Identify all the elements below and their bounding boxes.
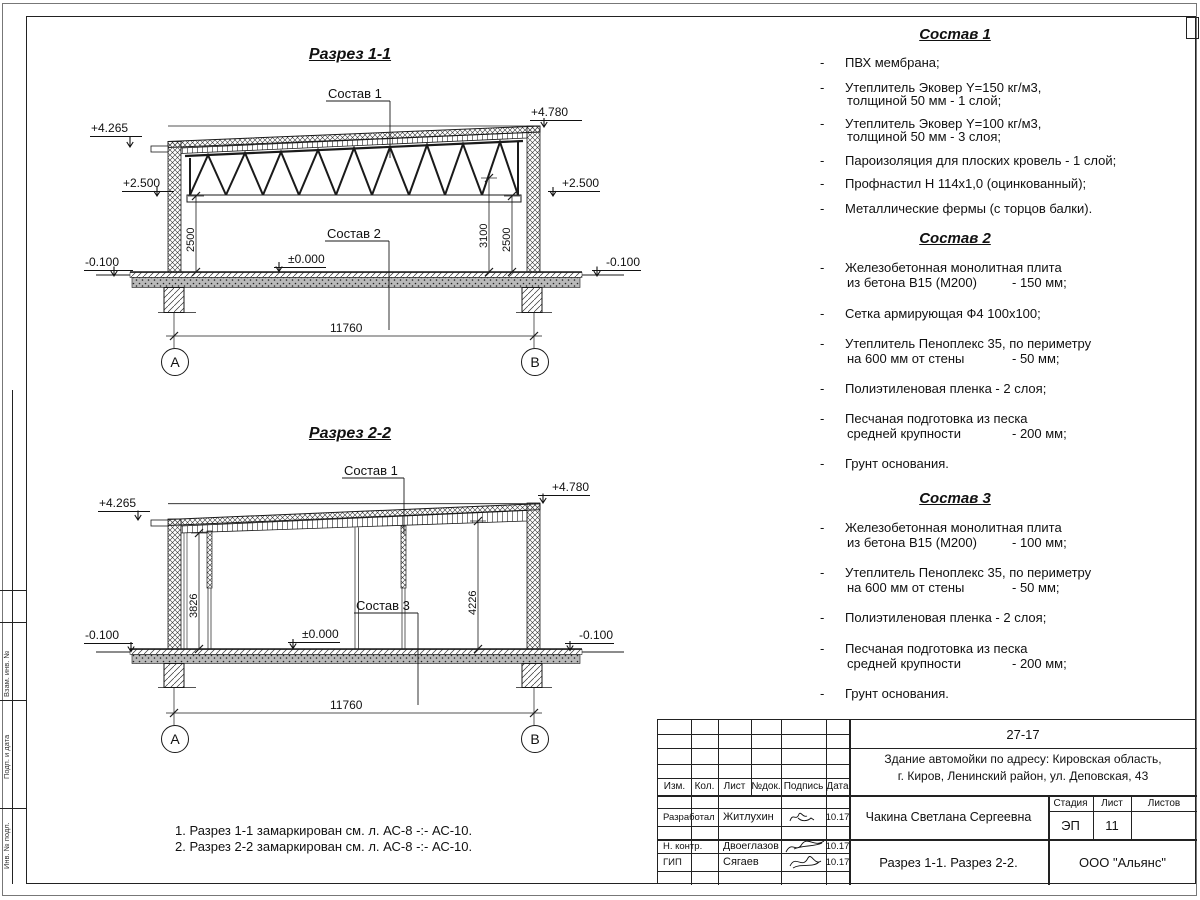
list-bullet: - [820,456,825,471]
composition-item: средней крупности [847,426,961,441]
tb-object-line2: г. Киров, Ленинский район, ул. Деповская, 43 [897,768,1149,783]
list-bullet: - [820,686,825,701]
composition-item: Песчаная подготовка из песка [845,641,1028,656]
composition-item-value: - 150 мм; [1012,275,1067,290]
signature-razrabotal [784,809,824,825]
tb-role: ГИП [663,856,682,868]
composition-item-value: - 100 мм; [1012,535,1067,550]
composition-item: толщиной 50 мм - 3 слоя; [847,129,1002,144]
elevation-mark: -0.100 [84,255,133,271]
tb-date: 10.17 [825,856,850,868]
composition-item-value: - 200 мм; [1012,426,1067,441]
elevation-mark: +2.500 [548,176,600,192]
tb-col-ndok: №док. [751,781,781,792]
dimension-label: 2500 [185,227,197,252]
composition-item: Утеплитель Эковер Y=100 кг/м3, [845,116,1042,131]
tb-col-kol: Кол. [694,781,715,792]
list-bullet: - [820,565,825,580]
tb-col-izm: Изм. [663,781,686,792]
list-bullet: - [820,306,825,321]
tb-name: Двоеглазов [723,840,779,852]
tb-date: 10.17 [825,811,850,823]
tb-stage-value: ЭП [1061,817,1080,833]
composition-item: Грунт основания. [845,456,949,471]
side-stamp-label: Инв. № подл. [2,822,11,869]
list-bullet: - [820,336,825,351]
composition-title: Состав 2 [919,230,991,247]
axis-bubble-b: В [521,725,549,753]
tb-sheets-value [1131,811,1197,839]
composition-item: Железобетонная монолитная плита [845,260,1062,275]
composition-title: Состав 1 [919,26,991,43]
list-bullet: - [820,176,825,191]
composition-item: на 600 мм от стены [847,351,965,366]
axis-bubble-a: А [161,725,189,753]
section1-callout-roof: Состав 1 [328,86,382,101]
tb-date: 10.17 [825,840,850,852]
tb-col-podpis: Подпись [783,781,824,792]
elevation-mark: -0.100 [84,628,133,644]
note-line: 1. Разрез 1-1 замаркирован см. л. АС-8 -:- АС-10. [175,823,473,838]
composition-item: на 600 мм от стены [847,580,965,595]
composition-item: ПВХ мембрана; [845,55,940,70]
composition-item-value: - 200 мм; [1012,656,1067,671]
tb-role: Н. контр. [663,840,703,852]
composition-item: Утеплитель Пеноплекс 35, по периметру [845,565,1092,580]
section1-callout-floor: Состав 2 [327,226,381,241]
elevation-mark: -0.100 [565,628,614,644]
composition-item-value: - 50 мм; [1012,351,1060,366]
dimension-label: 11760 [330,698,363,712]
list-bullet: - [820,153,825,168]
composition-title: Состав 3 [919,490,991,507]
composition-item: Грунт основания. [845,686,949,701]
dimension-label: 4226 [467,590,479,615]
tb-sheet-label: Лист [1101,797,1123,809]
tb-company: ООО "Альянс" [1079,854,1166,870]
title-block [657,719,1196,884]
list-bullet: - [820,116,825,131]
section2-title: Разрез 2-2 [308,425,392,442]
composition-item: из бетона В15 (М200) [847,535,977,550]
tb-drawing-title: Разрез 1-1. Разрез 2-2. [879,854,1018,870]
list-bullet: - [820,520,825,535]
composition-item: Утеплитель Пеноплекс 35, по периметру [845,336,1092,351]
composition-item: средней крупности [847,656,961,671]
side-stamp-label: Подп. и дата [2,734,11,779]
tb-doc-code: 27-17 [1006,726,1040,742]
composition-item: Металлические фермы (с торцов балки). [845,201,1093,216]
tb-col-data: Дата [826,781,849,792]
list-bullet: - [820,641,825,656]
tb-role: Разработал [663,811,715,823]
composition-item: Профнастил Н 114х1,0 (оцинкованный); [845,176,1087,191]
elevation-mark: +4.265 [90,121,142,137]
tb-sheets-label: Листов [1147,797,1181,809]
composition-item: Сетка армирующая Ф4 100х100; [845,306,1041,321]
list-bullet: - [820,260,825,275]
tb-object-line1: Здание автомойки по адресу: Кировская область, [884,751,1162,766]
dimension-label: 3100 [478,223,490,248]
tb-name: Житлухин [723,811,774,823]
tb-author-name: Чакина Светлана Сергеевна [865,810,1032,824]
composition-item: Полиэтиленовая пленка - 2 слоя; [845,610,1047,625]
note-line: 2. Разрез 2-2 замаркирован см. л. АС-8 -:- АС-10. [175,839,473,854]
elevation-mark: +4.265 [98,496,150,512]
axis-bubble-b: В [521,348,549,376]
composition-item: Железобетонная монолитная плита [845,520,1062,535]
elevation-mark: +4.780 [538,480,590,496]
elevation-mark: -0.100 [592,255,641,271]
tb-sheet-value: 11 [1105,817,1119,833]
signature-gip [784,852,826,872]
list-bullet: - [820,55,825,70]
composition-item: Пароизоляция для плоских кровель - 1 слой; [845,153,1117,168]
elevation-mark: +4.780 [530,105,582,121]
list-bullet: - [820,610,825,625]
composition-item: толщиной 50 мм - 1 слой; [847,93,1002,108]
tb-stage-label: Стадия [1053,797,1088,809]
section1-title: Разрез 1-1 [308,46,392,63]
tb-name: Сягаев [723,856,759,868]
composition-item: Песчаная подготовка из песка [845,411,1028,426]
list-bullet: - [820,201,825,216]
axis-bubble-a: А [161,348,189,376]
elevation-mark: +2.500 [122,176,174,192]
elevation-mark: ±0.000 [288,627,340,643]
side-stamp-label: Взам. инв. № [2,650,11,697]
list-bullet: - [820,411,825,426]
list-bullet: - [820,80,825,95]
section2-callout-roof: Состав 1 [344,463,398,478]
composition-item-value: - 50 мм; [1012,580,1060,595]
composition-item: Полиэтиленовая пленка - 2 слоя; [845,381,1047,396]
list-bullet: - [820,381,825,396]
section2-callout-floor: Состав 3 [356,598,410,613]
composition-item: из бетона В15 (М200) [847,275,977,290]
dimension-label: 11760 [330,321,363,335]
dimension-label: 2500 [501,227,513,252]
elevation-mark: ±0.000 [274,252,326,268]
composition-item: Утеплитель Эковер Y=150 кг/м3, [845,80,1042,95]
dimension-label: 3826 [188,593,200,618]
tb-col-list: Лист [723,781,746,792]
